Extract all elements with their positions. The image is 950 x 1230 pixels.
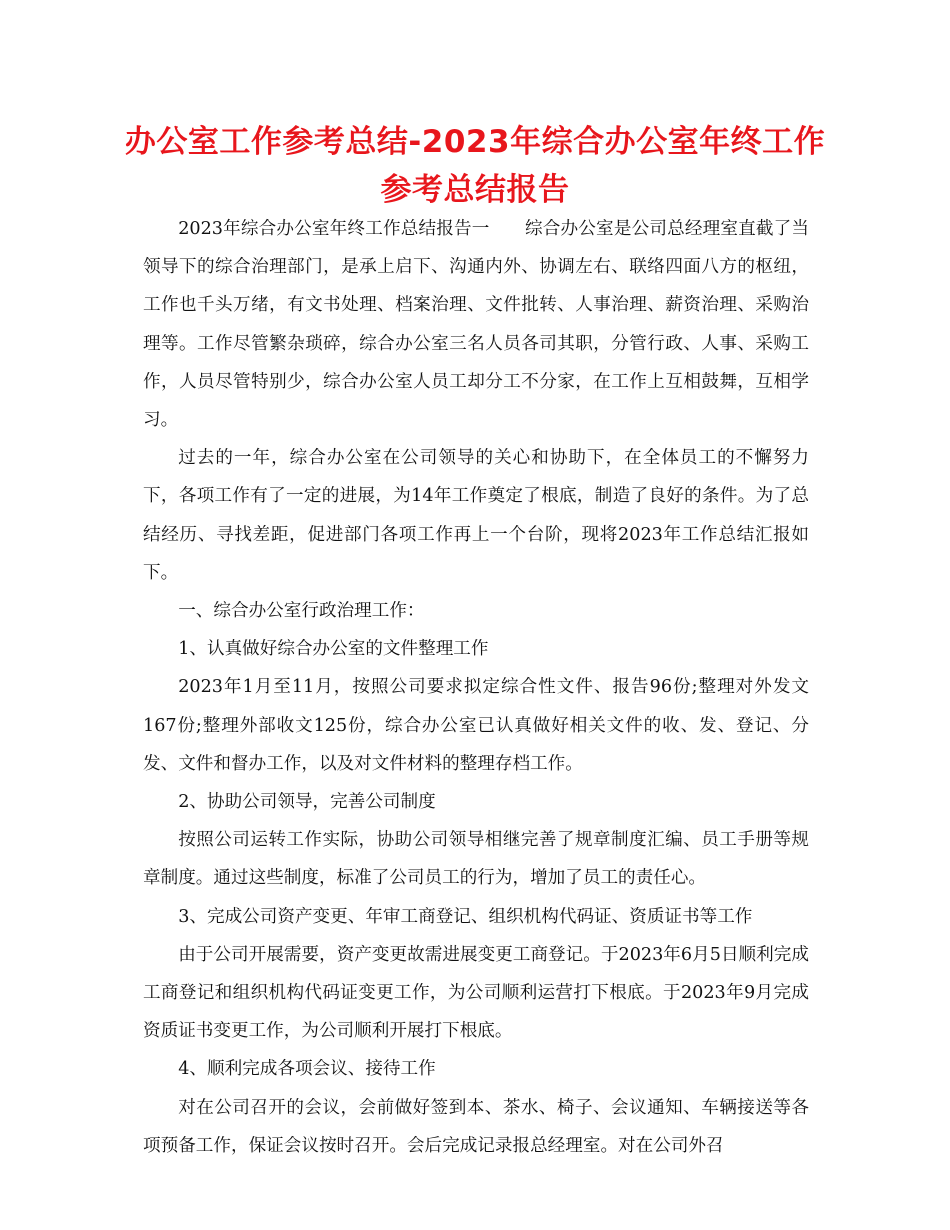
- subheading-file-work: 1、认真做好综合办公室的文件整理工作: [178, 639, 489, 660]
- paragraph-past-year: 过去的一年，综合办公室在公司领导的关心和协助下，在全体员工的不懈努力下，各项工作有了一定的进展，为14年工作奠定了根底，制造了良好的条件。为了总结经历、寻找差距，促进部门各项工作再上一个台阶，现将2023年工作总结汇报如下。: [143, 448, 809, 583]
- paragraph-registration: 由于公司开展需要，资产变更故需进展变更工商登记。于2023年6月5日顺利完成工商登记和组织机构代码证变更工作，为公司顺利运营打下根底。于2023年9月完成资质证书变更工作，为公司顺利开展打下根底。: [143, 944, 809, 1042]
- paragraph-intro: 2023年综合办公室年终工作总结报告一 综合办公室是公司总经理室直截了当领导下的综合治理部门，是承上启下、沟通内外、协调左右、联络四面八方的枢纽，工作也千头万绪，有文书处理、档案治理、文件批转、人事治理、薪资治理、采购治理等。工作尽管繁杂琐碎，综合办公室三名人员各司其职，分管行政、人事、采购工作，人员尽管特别少，综合办公室人员工却分工不分家，在工作上互相鼓舞，互相学习。: [143, 219, 809, 431]
- document-body: [143, 210, 809, 1165]
- section-heading-admin: 一、综合办公室行政治理工作：: [178, 601, 425, 622]
- subheading-registration: 3、完成公司资产变更、年审工商登记、组织机构代码证、资质证书等工作: [178, 906, 753, 927]
- paragraph-meetings: 对在公司召开的会议，会前做好签到本、茶水、椅子、会议通知、车辆接送等各项预备工作，保证会议按时召开。会后完成记录报总经理室。对在公司外召: [143, 1097, 809, 1156]
- paragraph-file-work: 2023年1月至11月，按照公司要求拟定综合性文件、报告96份;整理对外发文167份;整理外部收文125份，综合办公室已认真做好相关文件的收、发、登记、分发、文件和督办工作，以及对文件材料的整理存档工作。: [143, 677, 809, 774]
- subheading-meetings: 4、顺利完成各项会议、接待工作: [178, 1059, 436, 1080]
- subheading-regulations: 2、协助公司领导，完善公司制度: [178, 792, 436, 813]
- paragraph-regulations: 按照公司运转工作实际，协助公司领导相继完善了规章制度汇编、员工手册等规章制度。通过这些制度，标准了公司员工的行为，增加了员工的责任心。: [143, 830, 809, 889]
- document-title: 办公室工作参考总结-2023年综合办公室年终工作参考总结报告: [124, 124, 826, 208]
